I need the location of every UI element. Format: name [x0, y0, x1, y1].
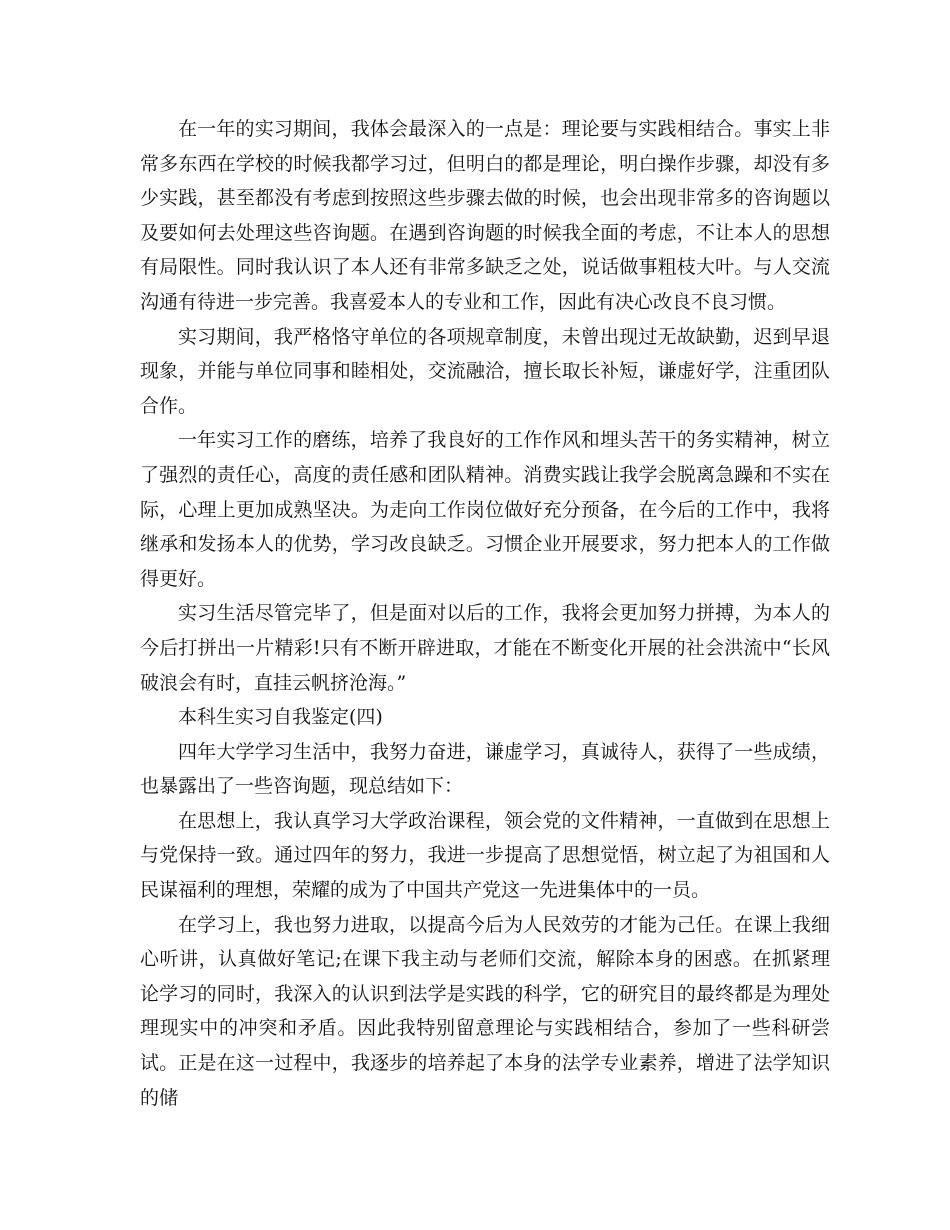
paragraph-practice-theory: 在一年的实习期间，我体会最深入的一点是：理论要与实践相结合。事实上非常多东西在学校的时候我都学习过，但明白的都是理论，明白操作步骤，却没有多少实践，甚至都没有考虑到按照这些步骤去做的时候，也会出现非常多的咨询题以及要如何去处理这些咨询题。在遇到咨询题的时候我全面的考虑，不让本人的思想有局限性。同时我认识了本人还有非常多缺乏之处，说话做事粗枝大叶。与人交流沟通有待进一步完善。我喜爱本人的专业和工作，因此有决心改良不良习惯。 [140, 118, 830, 313]
paragraph-summary-intro: 四年大学学习生活中，我努力奋进，谦虚学习，真诚待人，获得了一些成绩，也暴露出了一些咨询题，现总结如下： [140, 740, 830, 798]
paragraph-conclusion: 实习生活尽管完毕了，但是面对以后的工作，我将会更加努力拼搏，为本人的今后打拼出一片精彩!只有不断开辟进取，才能在不断变化开展的社会洪流中“长风破浪会有时，直挂云帆挤沧海。” [140, 602, 830, 694]
section-heading: 本科生实习自我鉴定(四) [178, 706, 383, 729]
paragraph-study: 在学习上，我也努力进取，以提高今后为人民效劳的才能为己任。在课上我细心听讲，认真做好笔记;在课下我主动与老师们交流，解除本身的困惑。在抓紧理论学习的同时，我深入的认识到法学是实践的科学，它的研究目的最终都是为理处理现实中的冲突和矛盾。因此我特别留意理论与实践相结合，参加了一些科研尝试。正是在这一过程中，我逐步的培养起了本身的法学专业素养，增进了法学知识的储 [140, 913, 830, 1109]
paragraph-discipline: 实习期间，我严格恪守单位的各项规章制度，未曾出现过无故缺勤，迟到早退现象，并能与单位同事和睦相处，交流融洽，擅长取长补短，谦虚好学，注重团队合作。 [140, 325, 830, 417]
document-body [140, 112, 830, 1115]
paragraph-work-ethic: 一年实习工作的磨练，培养了我良好的工作作风和埋头苦干的务实精神，树立了强烈的责任心，高度的责任感和团队精神。消费实践让我学会脱离急躁和不实在际，心理上更加成熟坚决。为走向工作岗位做好充分预备，在今后的工作中，我将继承和发扬本人的优势，学习改良缺乏。习惯企业开展要求，努力把本人的工作做得更好。 [140, 429, 830, 590]
paragraph-ideology: 在思想上，我认真学习大学政治课程，领会党的文件精神，一直做到在思想上与党保持一致。通过四年的努力，我进一步提高了思想觉悟，树立起了为祖国和人民谋福利的理想，荣耀的成为了中国共产党这一先进集体中的一员。 [140, 809, 830, 902]
